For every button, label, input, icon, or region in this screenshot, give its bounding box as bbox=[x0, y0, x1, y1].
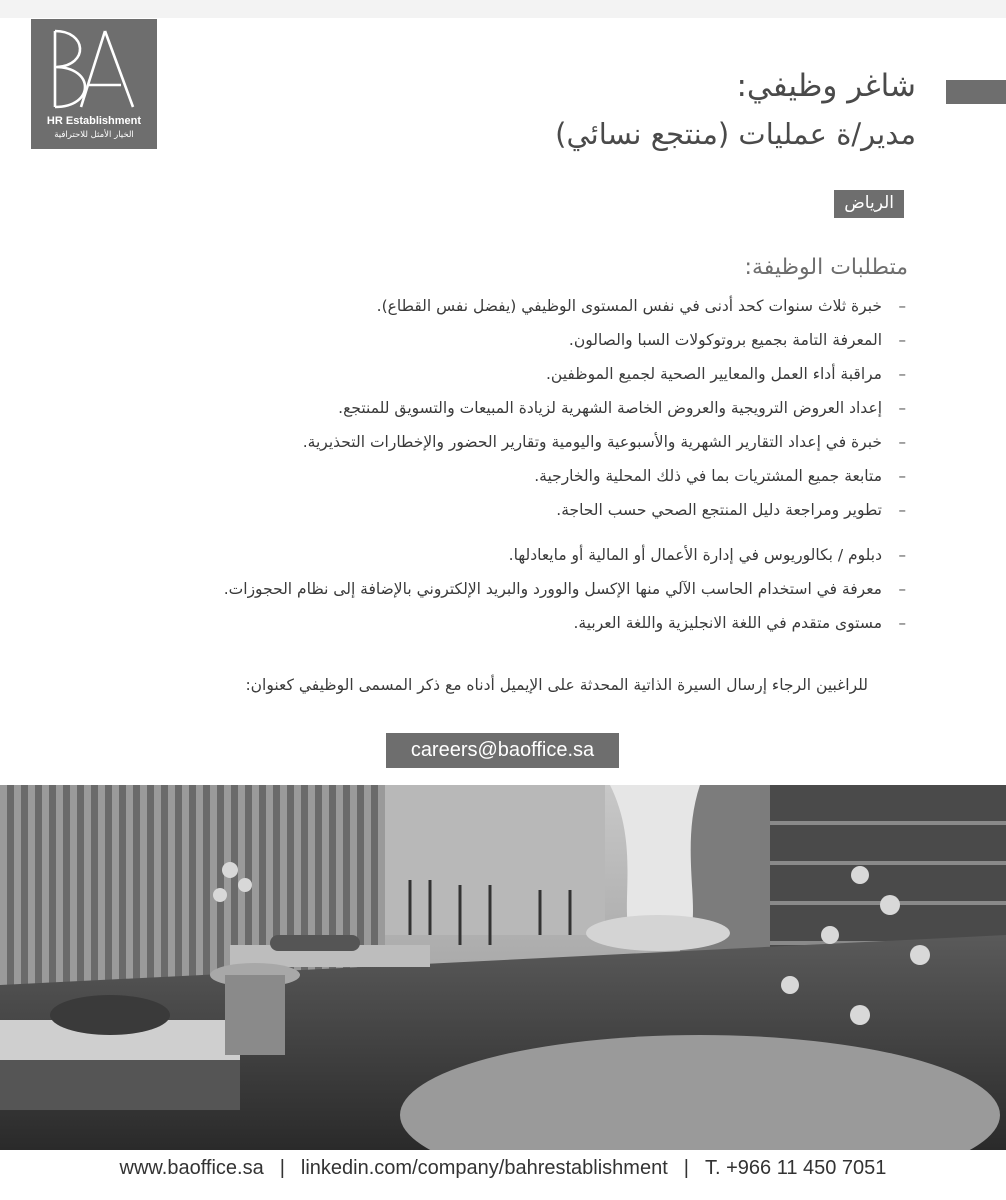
list-item: – متابعة جميع المشتريات بما في ذلك المحلية والخارجية. bbox=[303, 459, 906, 493]
spa-interior-photo bbox=[0, 785, 1006, 1150]
dash-bullet-icon: – bbox=[898, 297, 906, 315]
list-item: – دبلوم / بكالوريوس في إدارة الأعمال أو المالية أو مايعادلها. bbox=[224, 538, 906, 572]
top-strip bbox=[0, 0, 1006, 18]
footer-separator: | bbox=[683, 1157, 689, 1179]
ba-monogram-icon bbox=[47, 27, 141, 113]
dash-bullet-icon: – bbox=[898, 580, 906, 598]
list-item: – مستوى متقدم في اللغة الانجليزية واللغة العربية. bbox=[224, 606, 906, 640]
dash-bullet-icon: – bbox=[898, 501, 906, 519]
logo-tagline-ar: الخيار الأمثل للاحترافية bbox=[54, 130, 134, 140]
job-title: مدير/ة عمليات (منتجع نسائي) bbox=[555, 117, 916, 151]
requirements-heading: متطلبات الوظيفة: bbox=[744, 255, 908, 280]
list-item: – خبرة ثلاث سنوات كحد أدنى في نفس المستوى الوظيفي (يفضل نفس القطاع). bbox=[303, 289, 906, 323]
phone-number: T. +966 11 450 7051 bbox=[704, 1157, 887, 1179]
dash-bullet-icon: – bbox=[898, 546, 906, 564]
list-item: – مراقبة أداء العمل والمعايير الصحية لجميع الموظفين. bbox=[303, 357, 906, 391]
list-item: – معرفة في استخدام الحاسب الآلي منها الإكسل والوورد والبريد الإلكتروني بالإضافة إلى نظام الحجوزات. bbox=[224, 572, 906, 606]
footer-separator: | bbox=[279, 1157, 285, 1179]
footer-contact bbox=[0, 1153, 1006, 1183]
logo-name-en: HR Establishment bbox=[46, 115, 142, 127]
apply-instructions: للراغبين الرجاء إرسال السيرة الذاتية المحدثة على الإيميل أدناه مع ذكر المسمى الوظيفي كعنوان: bbox=[245, 676, 868, 694]
dash-bullet-icon: – bbox=[898, 614, 906, 632]
list-item: – المعرفة التامة بجميع بروتوكولات السبا والصالون. bbox=[303, 323, 906, 357]
dash-bullet-icon: – bbox=[898, 467, 906, 485]
dash-bullet-icon: – bbox=[898, 433, 906, 451]
location-badge: الرياض bbox=[834, 190, 904, 218]
requirements-list-experience bbox=[303, 289, 906, 527]
list-item: – خبرة في إعداد التقارير الشهرية والأسبوعية واليومية وتقارير الحضور والإخطارات التحذيرية. bbox=[303, 425, 906, 459]
accent-bar bbox=[946, 80, 1006, 104]
linkedin-link[interactable]: linkedin.com/company/bahrestablishment bbox=[300, 1157, 668, 1179]
job-vacancy-label: شاغر وظيفي: bbox=[736, 68, 916, 104]
dash-bullet-icon: – bbox=[898, 331, 906, 349]
list-item: – تطوير ومراجعة دليل المنتجع الصحي حسب الحاجة. bbox=[303, 493, 906, 527]
dash-bullet-icon: – bbox=[898, 399, 906, 417]
list-item: – إعداد العروض الترويجية والعروض الخاصة الشهرية لزيادة المبيعات والتسويق للمنتجع. bbox=[303, 391, 906, 425]
website-link[interactable]: www.baoffice.sa bbox=[119, 1157, 264, 1179]
careers-email-link[interactable]: careers@baoffice.sa bbox=[386, 733, 619, 768]
requirements-list-education bbox=[224, 538, 906, 640]
dash-bullet-icon: – bbox=[898, 365, 906, 383]
company-logo bbox=[31, 19, 157, 149]
